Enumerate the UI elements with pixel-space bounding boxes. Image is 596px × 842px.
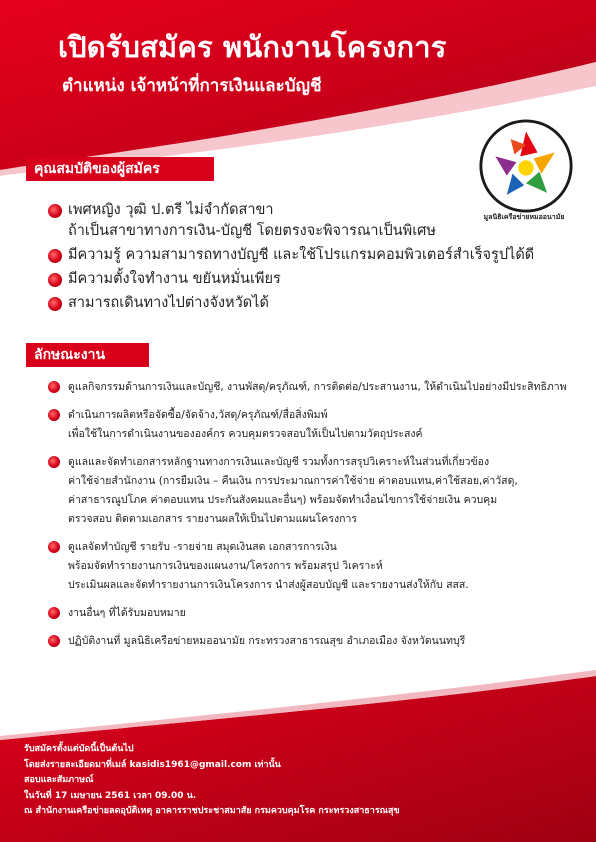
bullet-icon — [48, 204, 62, 218]
bullet-icon — [48, 249, 62, 263]
qualification-item — [48, 200, 568, 242]
work-line: พร้อมจัดทำรายงานการเงินของแผนงาน/โครงการ พร้อมสรุป วิเคราะห์ — [68, 560, 383, 572]
bullet-icon — [48, 381, 60, 393]
work-item — [48, 378, 568, 397]
footer-contact — [24, 742, 400, 820]
footer-email-line[interactable]: โดยส่งรายละเอียดมาที่เมล์ kasidis1961@gmail.com เท่านั้น — [24, 759, 281, 770]
work-line: เพื่อใช้ในการดำเนินงานขององค์กร ควบคุมตรวจสอบให้เป็นไปตามวัตถุประสงค์ — [68, 428, 423, 440]
work-list — [48, 378, 568, 660]
work-line: ตรวจสอบ ติดตามเอกสาร รายงานผลให้เป็นไปตามแผนโครงการ — [68, 513, 357, 525]
work-item — [48, 538, 568, 595]
work-line: ดูแลและจัดทำเอกสารหลักฐานทางการเงินและบัญชี รวมทั้งการสรุปวิเคราะห์ในส่วนที่เกี่ยวข้อง — [68, 456, 490, 468]
bullet-icon — [48, 456, 60, 468]
work-line: ดูแลจัดทำบัญชี รายรับ -รายจ่าย สมุดเงินสด เอกสารการเงิน — [68, 541, 337, 553]
bullet-icon — [48, 409, 60, 421]
footer-line: ในวันที่ 17 เมษายน 2561 เวลา 09.00 น. — [24, 790, 197, 801]
qualifications-heading: คุณสมบัติของผู้สมัคร — [26, 157, 214, 181]
bullet-icon — [48, 273, 62, 287]
footer-line: ณ สำนักงานเครือข่ายลดอุบัติเหตุ อาคารราชประชาสมาสัย กรมควบคุมโรค กระทรวงสาธารณสุข — [24, 806, 400, 816]
qualification-line: สามารถเดินทางไปต่างจังหวัดได้ — [68, 295, 269, 311]
qualification-item — [48, 245, 568, 266]
work-line: ค่าใช้จ่ายสำนักงาน (การยืมเงิน – คืนเงิน การประมาณการค่าใช้จ่าย ค่าตอบแทน,ค่าใช้สอย,ค่าวัสดุ, — [68, 475, 518, 487]
poster-title: เปิดรับสมัคร พนักงานโครงการ — [58, 30, 447, 64]
bullet-icon — [48, 635, 60, 647]
work-heading: ลักษณะงาน — [26, 343, 149, 367]
qualifications-list — [48, 200, 568, 317]
work-item — [48, 632, 568, 651]
qualification-line: มีความตั้งใจทำงาน ขยันหมั่นเพียร — [68, 271, 281, 287]
footer-line: รับสมัครตั้งแต่บัดนี้เป็นต้นไป — [24, 744, 134, 754]
footer-line: สอบและสัมภาษณ์ — [24, 775, 94, 785]
work-item — [48, 604, 568, 623]
logo-caption: มูลนิธิเครือข่ายหมออนามัย — [483, 213, 565, 221]
qualification-item — [48, 293, 568, 314]
qualification-item — [48, 269, 568, 290]
bullet-icon — [48, 297, 62, 311]
bullet-icon — [48, 607, 60, 619]
qualification-line: มีความรู้ ความสามารถทางบัญชี และใช้โปรแกรมคอมพิวเตอร์สำเร็จรูปได้ดี — [68, 247, 535, 263]
work-line: ค่าสาธารณูปโภค ค่าตอบแทน ประกันสังคมและอื่นๆ) พร้อมจัดทำเงื่อนไขการใช้จ่ายเงิน ควบคุม — [68, 494, 498, 506]
work-line: ปฏิบัติงานที่ มูลนิธิเครือข่ายหมออนามัย กระทรวงสาธารณสุข อำเภอเมือง จังหวัดนนทบุรี — [68, 635, 466, 647]
work-item — [48, 453, 568, 529]
work-line: งานอื่นๆ ที่ได้รับมอบหมาย — [68, 607, 186, 619]
qualification-line: ถ้าเป็นสาขาทางการเงิน-บัญชี โดยตรงจะพิจารณาเป็นพิเศษ — [68, 223, 436, 239]
work-line: ดำเนินการผลิตหรือจัดซื้อ/จัดจ้าง,วัสดุ/ครุภัณฑ์/สื่อสิ่งพิมพ์ — [68, 409, 328, 421]
work-item — [48, 406, 568, 444]
work-line: ดูแลกิจกรรมด้านการเงินและบัญชี, งานพัสดุ/ครุภัณฑ์, การติดต่อ/ประสานงาน, ให้ดำเนินไปอย่างมีประสิทธิภาพ — [68, 381, 567, 393]
bullet-icon — [48, 541, 60, 553]
position-subtitle: ตำแหน่ง เจ้าหน้าที่การเงินและบัญชี — [62, 76, 322, 96]
work-line: ประเมินผลและจัดทำรายงานการเงินโครงการ นำส่งผู้สอบบัญชี และรายงานส่งให้กับ สสส. — [68, 579, 469, 591]
qualification-line: เพศหญิง วุฒิ ป.ตรี ไม่จำกัดสาขา — [68, 202, 274, 218]
